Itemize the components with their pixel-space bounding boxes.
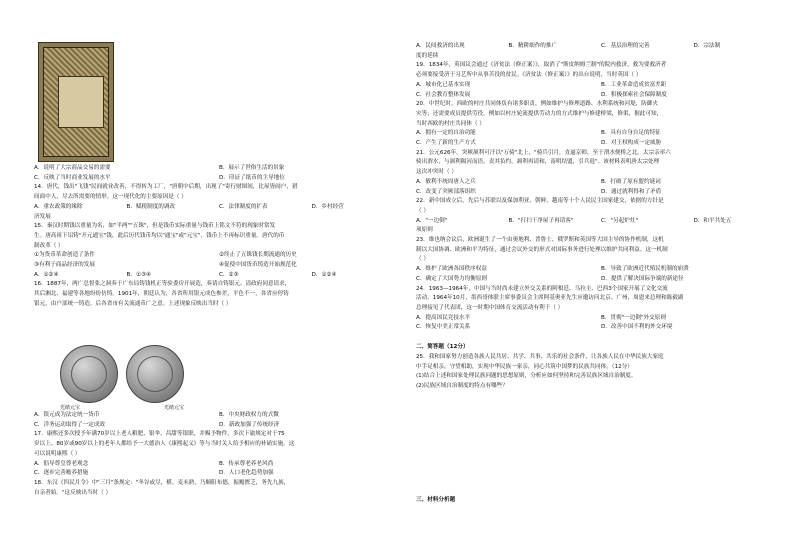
q19-option-a: A．城市化已基本实现 <box>416 81 471 88</box>
q16-option-c: C．洋务运动取得了一定成效 <box>34 421 106 428</box>
q18-stem-1: 18．东汉《四民月令》中"三月"条规定："冬谷或尽，椹、麦未熟，乃顺阳布德，振赡匮乏，务先九族， <box>34 479 290 486</box>
q24-stem-1: 24．1963—1964年，中国与当时尚未建立外交关系的阿根廷、乌拉圭、巴西3个国家开展了文化交流 <box>416 285 668 292</box>
q15-item-4: ④促使中国货币铸造开始规范化 <box>219 262 297 269</box>
q25-sub-1: (1)结合上述和国家处理民族问题的思想原则，分析应如何坚持和完善民族区域自治制度。 <box>416 373 637 380</box>
q16-options <box>34 411 404 430</box>
q21-option-d: D．通过就利得和了矛盾 <box>601 188 662 195</box>
q20-options <box>416 129 786 148</box>
q14-stem-2: 间面中人，尽去所需要的情形。这一现代化的主要原因是（ ） <box>34 194 187 201</box>
coin-labels <box>60 404 184 411</box>
q15-item-3: ③有利于商品经济的发展 <box>34 262 95 269</box>
q14-stem-1: 14．唐代，钱出"飞钱"民间就业改善，不得转为工厂，"唐朝中后期，出现了"寄行财图间，比屋皆闹户，猎 <box>34 184 298 191</box>
q20-option-a: A．拥有一定的自治功能 <box>416 130 476 137</box>
q19-stem-1: 19．1834年，英国议会通过《济贫法（修正案）》，取消了"斯皮纳姆兰制"的院内救济，救为要救济者 <box>416 62 667 69</box>
q17-option-d: D．人口老化趋势加强 <box>219 470 274 477</box>
q24-option-a: A．提高国民竞技水平 <box>416 314 471 321</box>
q13-option-b: B．展示了世俗生活的景象 <box>219 165 285 171</box>
q22-option-d: D．和平共处五 <box>693 217 732 224</box>
section-2-title: 二、简答题（12分） <box>416 344 469 351</box>
q21-option-c: C．改变了突厥部落组织 <box>416 188 476 195</box>
q14-option-a: A．重农政策的缘除 <box>34 203 83 210</box>
q15-item-2: ②终止了五铢钱长期流通的历史 <box>219 252 297 259</box>
q17-stem-2: 岁以上、80岁或90岁以上的老年人都给予一大德治人《康熙起义》等与当时关人给予相应的补诵实施。这 <box>34 441 295 448</box>
q23-options <box>416 265 786 284</box>
q16-stem-1: 16．1887年，两广总督张之洞奏于广东局铸钱机正等验委房开展造，奏请自铸银元。清政府同意请求， <box>34 281 291 288</box>
silver-coin-front <box>60 345 118 403</box>
q22-option-d-tail: 项原则 <box>416 227 433 234</box>
q20-stem-1: 20．中世纪时，西欧的村庄共同体负有诸多职责，例如维护与修理道路、水利系统和河堤，防御火 <box>416 101 659 108</box>
silver-coin-back <box>126 345 184 403</box>
q15-option-c: C．②③ <box>219 271 239 278</box>
q16-stem-3: 银元，由户部统一铸造。后各省市有关流通币广之意。上述现象反映出当时（ ） <box>34 300 232 307</box>
q15-stem-2: 生。唐高祖下诏铸"开元通宝"钱，此后历代钱币均以"通宝"或"元宝"，钱币上不再标识重量。唐代的币 <box>34 232 285 239</box>
q17-option-b: B．传承尊老养老风尚 <box>219 460 274 467</box>
q18-option-c: C．基层治理的完善 <box>601 43 650 49</box>
q13-option-c: C．反映了当时商业发展的水平 <box>34 174 111 181</box>
coin-label-back: 光绪元宝 <box>163 405 184 411</box>
left-column-bottom <box>34 411 404 498</box>
q24-stem-3: 总理接见了代表团，这一时期中国体育交流活动有利于（ ） <box>416 304 564 311</box>
q13-option-a: A．说明了大宗商品交易的需要 <box>34 165 111 171</box>
q14-option-c: C．法律制度的扩表 <box>219 203 268 210</box>
q23-option-a: A．维护了欧洲各国秩序权益 <box>416 266 487 273</box>
q23-option-b: B．导致了欧洲近代殖民机制的崩溃 <box>601 266 689 273</box>
q17-options <box>34 460 404 479</box>
q22-option-c: C．"另起炉灶" <box>601 217 639 224</box>
q22-stem-2: （ ） <box>416 207 429 214</box>
q18-option-a: A．民间救济的出现 <box>416 43 465 49</box>
q22-option-a: A．"一边倒" <box>416 217 448 224</box>
q15-item-1: ①为货币革命创造了条件 <box>34 252 95 259</box>
q15-options <box>34 271 404 281</box>
q13-option-d: D．印证了纸币的主导地位 <box>219 174 285 181</box>
q21-option-b: B．打破了原有盟约谜词 <box>601 178 661 185</box>
section-3-title: 三、材料分析题 <box>416 497 456 503</box>
q15-option-b: B．①③④ <box>126 271 151 278</box>
q22-options <box>416 217 786 227</box>
q20-option-b: B．具有自身自足的特征 <box>601 130 661 137</box>
q23-stem-2: 制以大国协调、欧洲和平为特征，通过会议外交的形式对国际事务进行处理以维护共同利益。这一机制 <box>416 246 668 253</box>
q24-option-b: B．贯彻"一边倒"外交原则 <box>601 314 666 321</box>
q14-option-b: B．赋税制度的调改 <box>126 203 176 210</box>
q22-option-b: B．"打扫干净屋子再请客" <box>508 217 574 224</box>
q16-stem-2: 其后湘北、福建等各地纷纷仿铸。1901年，朝廷认为，各省所用银元成色参差，平色不一，各省应停铸 <box>34 291 289 298</box>
q21-stem-3: 这次冲突时（ ） <box>416 169 457 176</box>
q15-stem-3: 制改革（ ） <box>34 242 64 249</box>
q18-options <box>416 42 786 52</box>
q19-stem-2: 必须要接受济于习艺所中从事苦役的贫民。《济贫法（修正案）》的出台说明，当时英国（ ） <box>416 72 642 79</box>
q17-stem-3: 可以说明康熙（ ） <box>34 450 81 457</box>
q20-option-c: C．产生了新的生产方式 <box>416 140 476 147</box>
q16-option-b: B．中央财政权力的式微 <box>219 412 279 418</box>
right-column <box>416 42 786 392</box>
q21-stem-1: 21．公元626年，突厥颉利可汗以"万骑"北上，"骑兵引月，直逼京师，至于渭水便桥之北。太宗亲率六 <box>416 149 671 156</box>
q20-stem-2: 灾等；还需要成员提供劳役。例如以村庄轮流提供劳动力的方式维护与修建桥梁，修渠，据此可知， <box>416 110 663 117</box>
q14-option-d-tail: 济发展 <box>34 213 51 220</box>
q17-option-c: C．逐步完善赡养措施 <box>34 470 89 477</box>
q14-options <box>34 203 404 213</box>
q23-option-c: C．确定了大国势力均衡原则 <box>416 275 488 282</box>
paper-money-image <box>38 42 114 162</box>
q18-option-b: B．精耕细作的推广 <box>508 43 558 49</box>
left-column <box>34 164 404 310</box>
q16-option-d: D．新政加强了传统经济 <box>219 421 280 428</box>
q22-stem-1: 22．新中国成立后，先后与苏联以及保加利亚、朝鲜、越南等十个人民民主国家建交，依据的方针是 <box>416 198 664 205</box>
q16-option-a: A．银元成为法定统一货币 <box>34 412 100 418</box>
q23-stem-3: （ ） <box>416 256 429 263</box>
q24-options <box>416 314 786 333</box>
q21-options <box>416 178 786 197</box>
q17-stem-1: 17．康熙还多次授予年满70岁以上老人粮肥、银伞、昌甜等银职，并赐予物件，多次下谕规定对于75 <box>34 431 285 438</box>
q14-option-d: D．乡村经营 <box>311 203 344 210</box>
coin-label-front: 光绪元宝 <box>60 405 81 411</box>
q18-option-d-tail: 度的延续 <box>416 52 439 59</box>
q18-option-d: D．宗法制 <box>693 43 721 49</box>
q15-stem-1: 15．秦汉时期钱以重量为名，如"半两""五铢"，但是钱币实际重量与钱币上铭文不符的现象时常发 <box>34 223 276 230</box>
q23-stem-1: 23．维也纳会议后，欧洲诞生了一个由奥地利、普鲁士、俄罗斯和英国等大国主导的协作机制，这机 <box>416 237 664 244</box>
q21-stem-2: 骑出渭水，与颉利隔河而语，责其负约，颉利再请和，南明结盟，引兵退"。该材料表明唐太宗处理 <box>416 159 660 166</box>
q13-options <box>34 164 404 183</box>
q20-stem-3: 当时西欧的村庄共同体（ ） <box>416 120 485 127</box>
q24-option-c: C．恢复中美正常关系 <box>416 324 471 331</box>
q19-options <box>416 81 786 100</box>
q25-stem-1: 25．我和国家努力创造各族人民共居、共学、共事、共乐的社会条件，让各族人民在中华民族大家庭 <box>416 353 664 360</box>
q25-stem-2: 中手足相亲，守望相助，实现中华民族一家亲，同心共筑中国梦的民族共同体。（12分） <box>416 363 633 370</box>
q15-option-d: D．①②④ <box>311 271 337 278</box>
q15-items <box>34 251 404 270</box>
q24-option-d: D．改善中国不利的外交环境 <box>601 324 673 331</box>
q20-option-d: D．对王权构成一定威胁 <box>601 140 662 147</box>
q19-option-c: C．社会教育整体发展 <box>416 91 471 98</box>
q24-stem-2: 活动。1964年10月，墨西哥体联主席事委员会主席阿基奥亚先生应邀访问北京、广州，周恩来总理和陈毅副 <box>416 295 684 302</box>
q18-stem-2: 自亲者始。"这反映出当时（ ） <box>34 489 112 496</box>
q21-option-a: A．敏利不统周唐人之兵 <box>416 178 476 185</box>
q19-option-b: B．工业革命造成贫富差距 <box>601 81 667 88</box>
q25-sub-2: (2)民族区域自治制度的特点有哪些？ <box>416 382 508 389</box>
q19-option-d: D．积极探索社会保障制度 <box>601 91 667 98</box>
q17-option-a: A．倡导尊皇尊老观念 <box>34 460 89 467</box>
q15-option-a: A．①②④ <box>34 271 59 278</box>
q23-option-d: D．提供了解决国际争端的新途径 <box>601 275 684 282</box>
